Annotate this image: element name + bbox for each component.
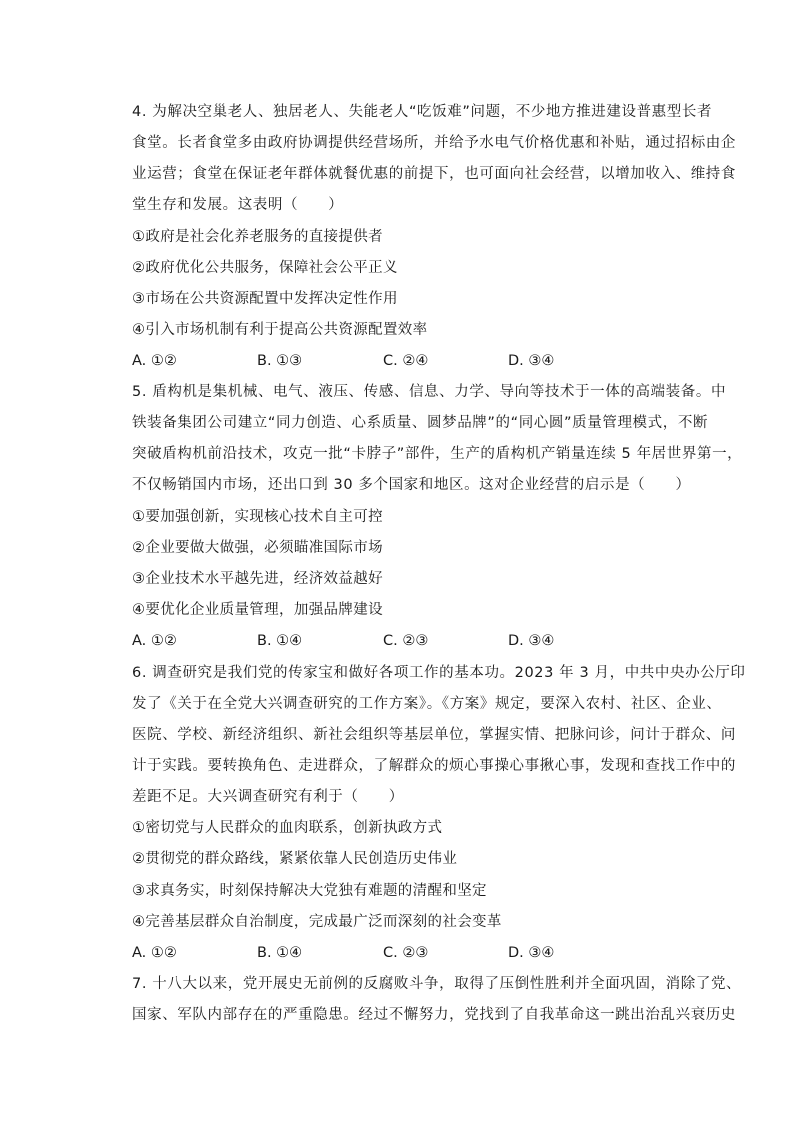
q6-option-a[interactable]: A. ①② [132,945,177,961]
q5-option-b[interactable]: B. ①④ [257,633,303,649]
q7-stem-line-1: 7. 十八大以来，党开展史无前例的反腐败斗争，取得了压倒性胜利并全面巩固，消除了党、 [132,976,742,992]
q6-statement-2: ②贯彻党的群众路线，紧紧依靠人民创造历史伟业 [132,851,458,867]
q6-stem-line-5: 差距不足。大兴调查研究有利于（ ） [132,789,404,805]
q6-option-b[interactable]: B. ①④ [257,945,303,961]
q5-statement-2: ②企业要做大做强，必须瞄准国际市场 [132,540,383,556]
q6-statement-1: ①密切党与人民群众的血肉联系，创新执政方式 [132,820,443,836]
q4-statement-3: ③市场在公共资源配置中发挥决定性作用 [132,291,398,307]
q6-option-d[interactable]: D. ③④ [508,945,555,961]
q5-stem-line-3: 突破盾构机前沿技术，攻克一批“卡脖子”部件，生产的盾构机产销量连续 5 年居世界第一， [132,446,743,462]
q5-options [132,631,652,651]
q4-statement-1: ①政府是社会化养老服务的直接提供者 [132,229,383,245]
q5-statement-1: ①要加强创新，实现核心技术自主可控 [132,509,383,525]
q6-statement-4: ④完善基层群众自治制度，完成最广泛而深刻的社会变革 [132,914,502,930]
q5-stem-line-4: 不仅畅销国内市场，还出口到 30 多个国家和地区。这对企业经营的启示是（ ） [132,477,691,493]
q4-option-b[interactable]: B. ①③ [257,353,303,369]
q5-option-c[interactable]: C. ②③ [383,633,429,649]
q6-options [132,943,652,963]
q4-stem-line-4: 堂生存和发展。这表明（ ） [132,197,344,213]
q4-stem-line-3: 业运营；食堂在保证老年群体就餐优惠的前提下，也可面向社会经营，以增加收入、维持食 [132,166,736,182]
q6-stem-line-3: 医院、学校、新经济组织、新社会组织等基层单位，掌握实情、把脉问诊，问计于群众、问 [132,727,736,743]
q5-option-d[interactable]: D. ③④ [508,633,555,649]
q4-option-a[interactable]: A. ①② [132,353,177,369]
q4-option-d[interactable]: D. ③④ [508,353,555,369]
q7-stem-line-2: 国家、军队内部存在的严重隐患。经过不懈努力，党找到了自我革命这一跳出治乱兴衰历史 [132,1007,736,1023]
q6-stem-line-1: 6. 调查研究是我们党的传家宝和做好各项工作的基本功。2023 年 3 月，中共中央办公厅印 [132,665,746,681]
q5-stem-line-2: 铁装备集团公司建立“同力创造、心系质量、圆梦品牌”的“同心圆”质量管理模式，不断 [132,415,709,431]
q5-stem-line-1: 5. 盾构机是集机械、电气、液压、传感、信息、力学、导向等技术于一体的高端装备。中 [132,384,727,400]
q6-stem-line-2: 发了《关于在全党大兴调查研究的工作方案》。《方案》规定，要深入农村、社区、企业、 [132,696,722,712]
q4-statement-4: ④引入市场机制有利于提高公共资源配置效率 [132,322,428,338]
q6-option-c[interactable]: C. ②③ [383,945,429,961]
q4-options [132,351,652,371]
q4-statement-2: ②政府优化公共服务，保障社会公平正义 [132,260,398,276]
q4-stem-line-2: 食堂。长者食堂多由政府协调提供经营场所，并给予水电气价格优惠和补贴，通过招标由企 [132,135,736,151]
q5-statement-3: ③企业技术水平越先进，经济效益越好 [132,571,383,587]
q6-stem-line-4: 计于实践。要转换角色、走进群众，了解群众的烦心事操心事揪心事，发现和查找工作中的 [132,758,736,774]
q6-statement-3: ③求真务实，时刻保持解决大党独有难题的清醒和坚定 [132,883,487,899]
q5-statement-4: ④要优化企业质量管理，加强品牌建设 [132,602,383,618]
q5-option-a[interactable]: A. ①② [132,633,177,649]
q4-option-c[interactable]: C. ②④ [383,353,429,369]
q4-stem-line-1: 4. 为解决空巢老人、独居老人、失能老人“吃饭难”问题，不少地方推进建设普惠型长者 [132,104,713,120]
